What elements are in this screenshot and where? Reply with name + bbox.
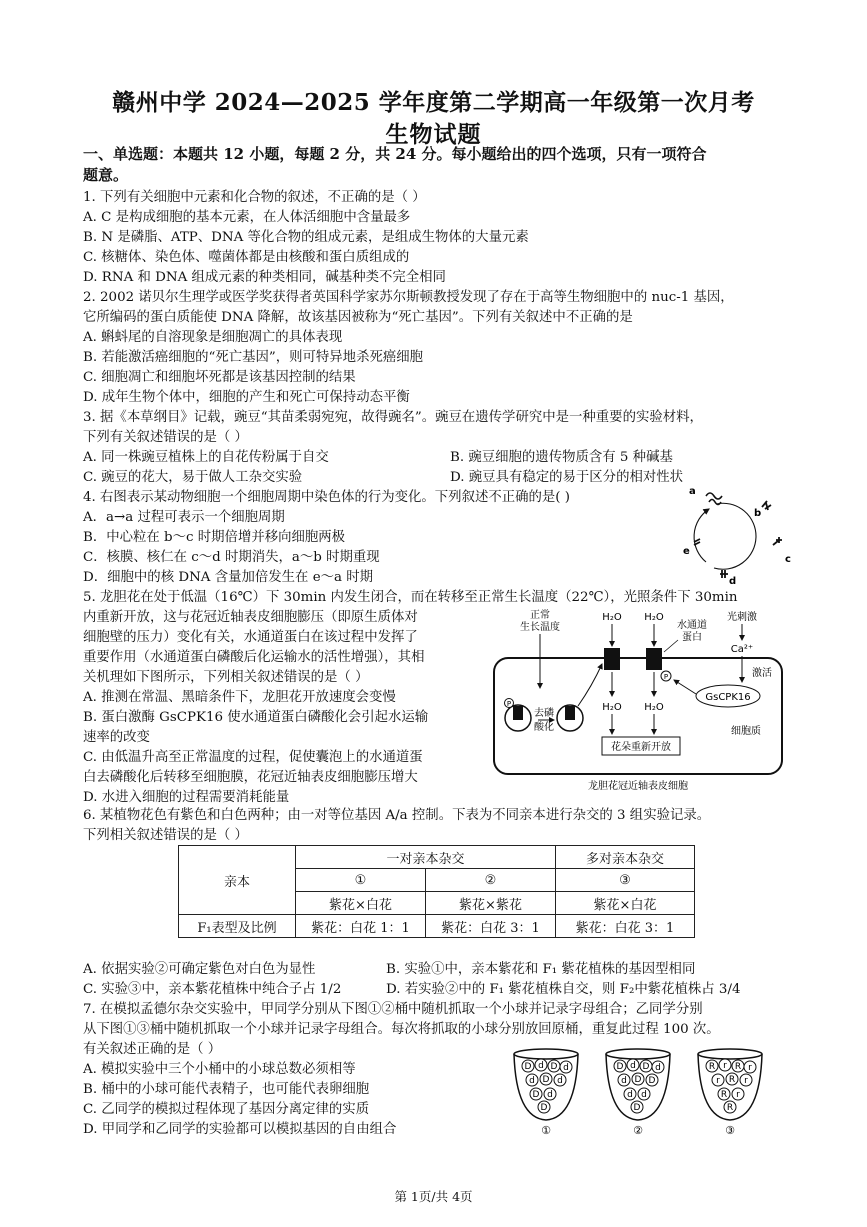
ball-d: d bbox=[627, 1090, 633, 1100]
table-f1-label: F₁表型及比例 bbox=[179, 915, 296, 938]
q6-option-a: A. 依据实验②可确定紫色对白色为显性 bbox=[83, 962, 316, 977]
h2o-bottom-1: H₂O bbox=[602, 702, 622, 713]
ball-d: d bbox=[529, 1076, 535, 1086]
chromosome-e bbox=[694, 539, 700, 545]
q7-stem-2: 从下图①③桶中随机抓取一个小球并记录字母组合。每次将抓取的小球分别放回原桶，重复此过程 100 次。 bbox=[83, 1022, 720, 1037]
q7-option-b: B. 桶中的小球可能代表精子，也可能代表卵细胞 bbox=[83, 1082, 370, 1097]
ball-D: D bbox=[532, 1090, 540, 1100]
q1-option-c: C. 核糖体、染色体、噬菌体都是由核酸和蛋白质组成的 bbox=[83, 250, 410, 265]
ball-d: d bbox=[621, 1076, 627, 1086]
ball-d: d bbox=[538, 1061, 544, 1071]
q2-option-a: A. 蝌蚪尾的自溶现象是细胞凋亡的具体表现 bbox=[83, 330, 343, 345]
q5-option-b-1: B. 蛋白激酶 GsCPK16 使水通道蛋白磷酸化会引起水运输 bbox=[83, 710, 429, 725]
table-cross-2: 紫花×紫花 bbox=[426, 892, 556, 915]
table-cross-3: 紫花×白花 bbox=[556, 892, 695, 915]
section-heading: 一、单选题：本题共 12 小题，每题 2 分，共 24 分。每小题给出的四个选项，只有一项符合 bbox=[83, 145, 707, 163]
ca-label: Ca²⁺ bbox=[730, 644, 754, 655]
bucket-3 bbox=[698, 1049, 762, 1137]
ball-d: d bbox=[655, 1063, 661, 1073]
label-a: a bbox=[689, 486, 696, 497]
label-b: b bbox=[754, 508, 762, 519]
ball-D: D bbox=[633, 1103, 641, 1113]
cycle-arc-arrow bbox=[694, 509, 709, 562]
q3-stem-2: 下列有关叙述错误的是（ ） bbox=[83, 430, 248, 445]
table-cross-1: 紫花×白花 bbox=[296, 892, 426, 915]
bucket-1-label: ① bbox=[541, 1124, 551, 1137]
aquaporin-pointer bbox=[664, 640, 678, 652]
bucket-2 bbox=[606, 1049, 670, 1137]
ball-r: r bbox=[716, 1076, 720, 1086]
aquaporin-label-2: 蛋白 bbox=[682, 632, 702, 643]
q5-option-b-2: 速率的改变 bbox=[83, 730, 150, 745]
ball-r: r bbox=[744, 1076, 748, 1086]
buckets-figure bbox=[506, 1046, 768, 1138]
ball-D: D bbox=[550, 1062, 558, 1072]
reopen-label: 花朵重新开放 bbox=[611, 742, 671, 753]
bucket-2-rim bbox=[606, 1049, 670, 1059]
section-heading-cont: 题意。 bbox=[83, 166, 129, 184]
kinase-label: GsCPK16 bbox=[705, 692, 751, 703]
table-header-parent: 亲本 bbox=[179, 846, 296, 915]
q1-option-b: B. N 是磷脂、ATP、DNA 等化合物的组成元素，是组成生物体的大量元素 bbox=[83, 230, 529, 245]
aquaporin-mechanism-figure bbox=[488, 606, 788, 794]
q2-stem-1: 2. 2002 诺贝尔生理学或医学奖获得者英国科学家苏尔斯顿教授发现了存在于高等生物细胞中的 nuc-1 基因， bbox=[83, 290, 734, 305]
q3-option-c: C. 豌豆的花大，易于做人工杂交实验 bbox=[83, 470, 303, 485]
q7-option-a: A. 模拟实验中三个小桶中的小球总数必须相等 bbox=[83, 1062, 356, 1077]
table-result-3: 紫花：白花 3：1 bbox=[556, 915, 695, 938]
q6-stem-1: 6. 某植物花色有紫色和白色两种；由一对等位基因 A/a 控制。下表为不同亲本进行杂交的 3 组实验记录。 bbox=[83, 808, 711, 823]
bucket-3-label: ③ bbox=[725, 1124, 735, 1137]
ball-r: r bbox=[736, 1090, 740, 1100]
ball-r: r bbox=[748, 1063, 752, 1073]
q3-option-d: D. 豌豆具有稳定的易于区分的相对性状 bbox=[450, 470, 684, 485]
normal-temp-label-2: 生长温度 bbox=[520, 622, 560, 633]
label-c: c bbox=[785, 554, 791, 565]
q1-option-a: A. C 是构成细胞的基本元素，在人体活细胞中含量最多 bbox=[83, 210, 411, 225]
ball-D: D bbox=[642, 1062, 650, 1072]
q3-option-a: A. 同一株豌豆植株上的自花传粉属于自交 bbox=[83, 450, 329, 465]
phosphate-2-label: P bbox=[663, 673, 669, 681]
bucket-1 bbox=[514, 1049, 578, 1137]
ball-D: D bbox=[542, 1075, 550, 1085]
ball-D: D bbox=[634, 1075, 642, 1085]
q4-option-d: D．细胞中的核 DNA 含量加倍发生在 e～a 时期 bbox=[83, 570, 374, 585]
exam-title: 赣州中学 2024—2025 学年度第二学期高一年级第一次月考 bbox=[112, 89, 755, 116]
ball-d: d bbox=[630, 1061, 636, 1071]
q7-stem-1: 7. 在模拟孟德尔杂交实验中，甲同学分别从下图①②桶中随机抓取一个小球并记录字母组合；乙同学分别 bbox=[83, 1002, 703, 1017]
exam-subtitle: 生物试题 bbox=[385, 121, 482, 148]
q4-stem: 4. 右图表示某动物细胞一个细胞周期中染色体的行为变化。下列叙述不正确的是( ) bbox=[83, 490, 571, 505]
page-footer: 第 1页/共 4页 bbox=[394, 1189, 473, 1204]
ball-D: D bbox=[648, 1076, 656, 1086]
q2-option-c: C. 细胞凋亡和细胞坏死都是该基因控制的结果 bbox=[83, 370, 356, 385]
ball-D: D bbox=[524, 1062, 532, 1072]
q5-stem-5: 关机理如下图所示，下列相关叙述错误的是（ ） bbox=[83, 670, 369, 685]
q7-option-d: D. 甲同学和乙同学的实验都可以模拟基因的自由组合 bbox=[83, 1122, 397, 1137]
q4-option-b: B．中心粒在 b～c 时期倍增并移向细胞两极 bbox=[83, 530, 346, 545]
ball-d: d bbox=[641, 1090, 647, 1100]
table-result-2: 紫花：白花 3：1 bbox=[426, 915, 556, 938]
table-exp-2: ② bbox=[426, 869, 556, 892]
q5-option-d: D. 水进入细胞的过程需要消耗能量 bbox=[83, 790, 290, 805]
q2-option-d: D. 成年生物个体中，细胞的产生和死亡可保持动态平衡 bbox=[83, 390, 410, 405]
dephos-label-1: 去磷 bbox=[534, 708, 554, 719]
q3-stem-1: 3. 据《本草纲目》记载，豌豆“其苗柔弱宛宛，故得豌名”。豌豆在遗传学研究中是一种重要的实验材料， bbox=[83, 410, 703, 425]
aquaporin-label-1: 水通道 bbox=[677, 620, 707, 631]
q2-stem-2: 它所编码的蛋白质能使 DNA 降解，故该基因被称为“死亡基因”。下列有关叙述中不正确的是 bbox=[83, 310, 633, 325]
q6-option-c: C. 实验③中，亲本紫花植株中纯合子占 1/2 bbox=[83, 982, 342, 997]
q7-stem-3: 有关叙述正确的是（ ） bbox=[83, 1042, 222, 1057]
kinase-arrow bbox=[674, 680, 696, 694]
chromosome-a bbox=[706, 493, 722, 499]
ball-R: R bbox=[726, 1103, 734, 1113]
chromosome-a2 bbox=[709, 500, 721, 505]
ball-d: d bbox=[547, 1090, 553, 1100]
q5-stem-2: 内重新开放，这与花冠近轴表皮细胞膨压（即原生质体对 bbox=[83, 610, 418, 625]
bucket-3-rim bbox=[698, 1049, 762, 1059]
q1-stem: 1. 下列有关细胞中元素和化合物的叙述，不正确的是（ ） bbox=[83, 190, 426, 205]
normal-temp-label-1: 正常 bbox=[530, 610, 550, 621]
cell-cycle-figure bbox=[676, 482, 796, 588]
q5-stem-3: 细胞壁的压力）变化有关，水通道蛋白在该过程中发挥了 bbox=[83, 630, 418, 645]
table-header-multi: 多对亲本杂交 bbox=[556, 846, 695, 869]
label-d: d bbox=[729, 576, 737, 587]
chromosome-b bbox=[762, 501, 771, 510]
q3-option-b: B. 豌豆细胞的遗传物质含有 5 种碱基 bbox=[450, 450, 673, 465]
ball-D: D bbox=[540, 1103, 548, 1113]
q4-option-a: A．a→a 过程可表示一个细胞周期 bbox=[83, 510, 285, 525]
ball-d: d bbox=[557, 1076, 563, 1086]
ball-r: r bbox=[723, 1061, 727, 1071]
phosphate-1-label: P bbox=[506, 700, 512, 708]
q5-option-a: A. 推测在常温、黑暗条件下，龙胆花开放速度会变慢 bbox=[83, 690, 396, 705]
cycle-arc bbox=[714, 503, 756, 569]
cell-label: 龙胆花冠近轴表皮细胞 bbox=[588, 781, 688, 792]
q5-stem-4: 重要作用（水通道蛋白磷酸后化运输水的活性增强），其相 bbox=[83, 650, 425, 665]
q5-stem-1: 5. 龙胆花在处于低温（16℃）下 30min 内发生闭合，而在转移至正常生长温度（22℃），光照条件下 30min bbox=[83, 590, 738, 605]
ball-R: R bbox=[720, 1090, 728, 1100]
q4-option-c: C．核膜、核仁在 c～d 时期消失，a～b 时期重现 bbox=[83, 550, 380, 565]
vesicle-2-aquaporin bbox=[565, 706, 575, 720]
aquaporin-2 bbox=[646, 648, 662, 670]
table-exp-1: ① bbox=[296, 869, 426, 892]
chromosome-c bbox=[773, 537, 782, 545]
ball-R: R bbox=[728, 1075, 736, 1085]
q7-option-c: C. 乙同学的模拟过程体现了基因分离定律的实质 bbox=[83, 1102, 370, 1117]
q6-stem-2: 下列相关叙述错误的是（ ） bbox=[83, 828, 248, 843]
dephos-label-2: 酸化 bbox=[534, 722, 554, 733]
ball-d: d bbox=[563, 1063, 569, 1073]
bucket-1-rim bbox=[514, 1049, 578, 1059]
aquaporin-1 bbox=[604, 648, 620, 670]
q2-option-b: B. 若能激活癌细胞的“死亡基因”，则可特异地杀死癌细胞 bbox=[83, 350, 424, 365]
chromosome-d bbox=[720, 570, 728, 578]
q6-option-d: D. 若实验②中的 F₁ 紫花植株自交，则 F₂中紫花植株占 3/4 bbox=[386, 982, 741, 997]
bucket-2-label: ② bbox=[633, 1124, 643, 1137]
h2o-top-2: H₂O bbox=[644, 612, 664, 623]
ball-D: D bbox=[616, 1062, 624, 1072]
q1-option-d: D. RNA 和 DNA 组成元素的种类相同，碱基种类不完全相同 bbox=[83, 270, 446, 285]
h2o-bottom-2: H₂O bbox=[644, 702, 664, 713]
light-label: 光刺激 bbox=[727, 612, 757, 623]
label-e: e bbox=[683, 546, 690, 557]
table-exp-3: ③ bbox=[556, 869, 695, 892]
ball-R: R bbox=[708, 1062, 716, 1072]
cross-results-table bbox=[178, 845, 695, 938]
table-result-1: 紫花：白花 1：1 bbox=[296, 915, 426, 938]
vesicle-1-aquaporin bbox=[513, 706, 523, 720]
cytoplasm-label: 细胞质 bbox=[731, 726, 761, 737]
ball-R: R bbox=[734, 1062, 742, 1072]
q5-option-c-2: 白去磷酸化后转移至细胞膜，花冠近轴表皮细胞膨压增大 bbox=[83, 770, 418, 785]
q6-option-b: B. 实验①中，亲本紫花和 F₁ 紫花植株的基因型相同 bbox=[386, 962, 696, 977]
activate-label: 激活 bbox=[752, 668, 772, 679]
table-header-single: 一对亲本杂交 bbox=[296, 846, 556, 869]
q5-option-c-1: C. 由低温升高至正常温度的过程，促使囊泡上的水通道蛋 bbox=[83, 750, 423, 765]
translocation-arrow bbox=[578, 664, 602, 706]
h2o-top-1: H₂O bbox=[602, 612, 622, 623]
